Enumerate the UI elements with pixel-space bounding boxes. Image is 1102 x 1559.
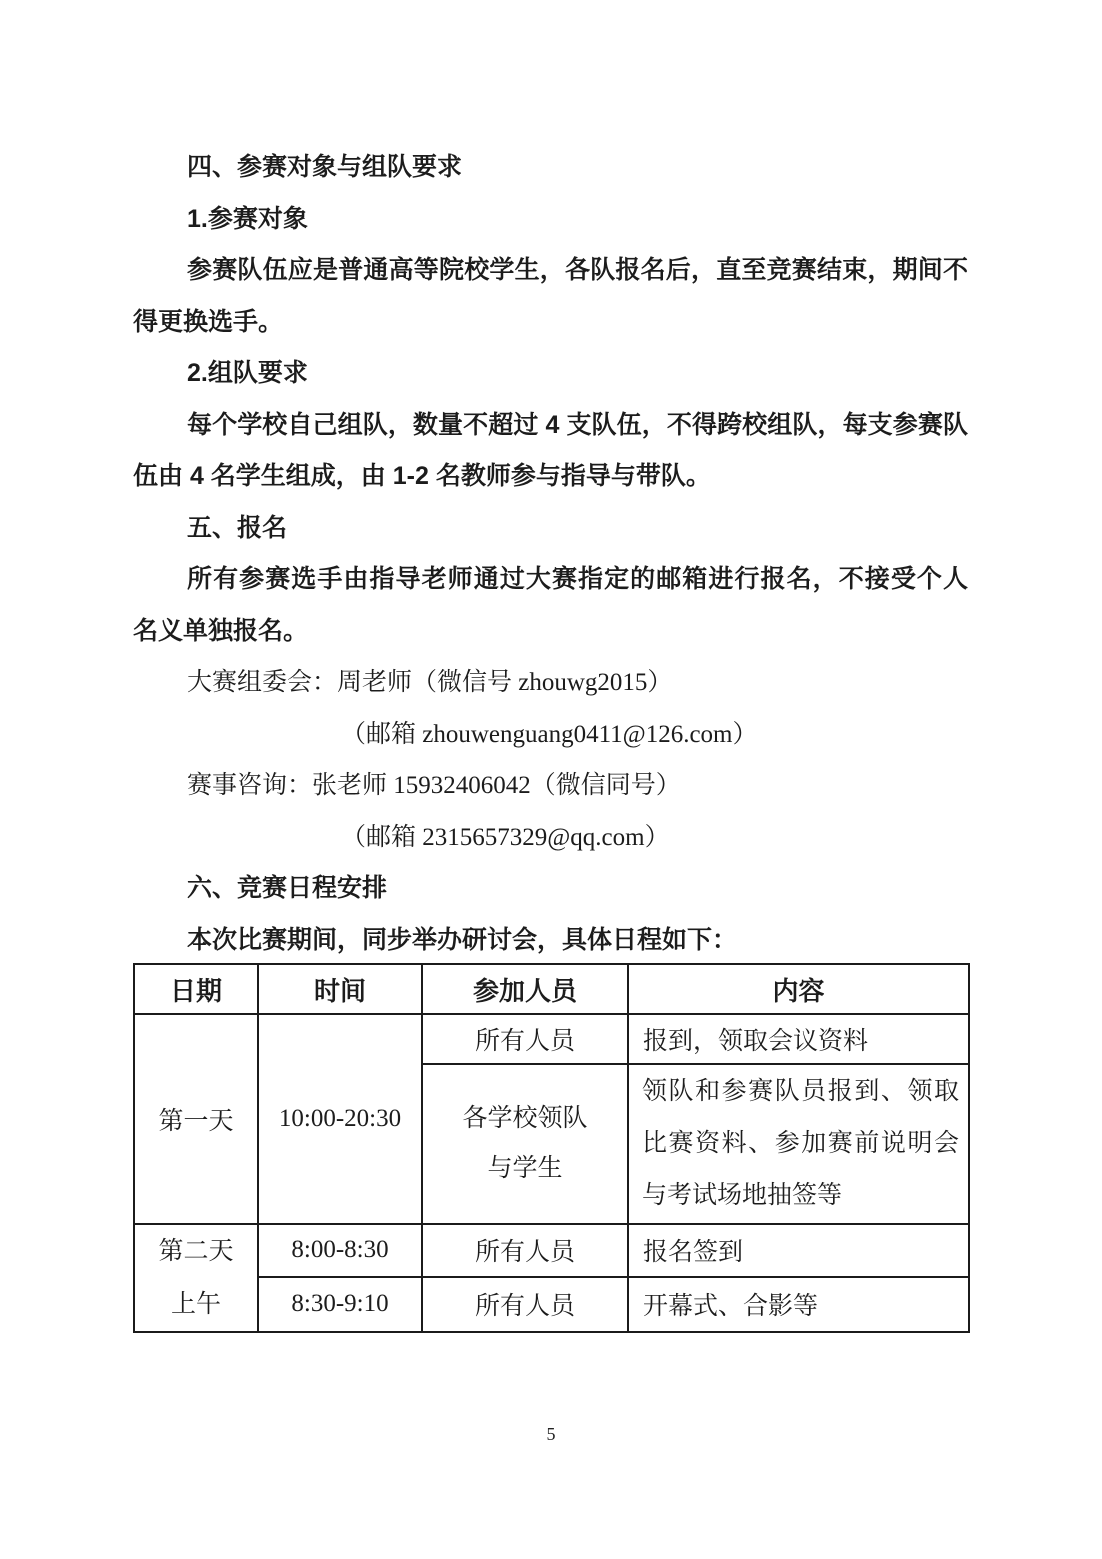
section-heading-4: 四、参赛对象与组队要求 — [187, 153, 463, 181]
cell-day1-time: 10:00-20:30 — [258, 1014, 422, 1224]
contact-committee-line: 大赛组委会：周老师（微信号 zhouwg2015） — [187, 669, 673, 696]
participants-line-2: 与学生 — [487, 1155, 563, 1182]
table-header-row — [134, 964, 969, 1014]
cell-day2-row1-participants: 所有人员 — [422, 1224, 628, 1277]
paragraph-line: 所有参赛选手由指导老师通过大赛指定的邮箱进行报名，不接受个人 — [187, 565, 968, 593]
contact-committee-email: （邮箱 zhouwenguang0411@126.com） — [341, 720, 758, 748]
paragraph-line: 得更换选手。 — [133, 307, 284, 336]
paragraph-line: 每个学校自己组队，数量不超过 4 支队伍，不得跨校组队，每支参赛队 — [187, 410, 968, 439]
cell-day1: 第一天 — [134, 1014, 258, 1224]
cell-day1-row1-content: 报到，领取会议资料 — [628, 1014, 969, 1064]
table-row-day1-1 — [134, 1014, 969, 1064]
cell-day2-row1-content: 报名签到 — [628, 1224, 969, 1277]
schedule-intro-line: 本次比赛期间，同步举办研讨会，具体日程如下： — [187, 925, 738, 954]
cell-day2-row2-content: 开幕式、合影等 — [628, 1277, 969, 1332]
schedule-table — [133, 963, 970, 1333]
paragraph-line: 名义单独报名。 — [133, 616, 309, 645]
contact-consult-line: 赛事咨询：张老师 15932406042（微信同号） — [187, 772, 681, 799]
table-header-participants: 参加人员 — [422, 964, 628, 1014]
participants-line-1: 各学校领队 — [462, 1105, 588, 1132]
subheading-2-team-requirements: 2.组队要求 — [187, 359, 308, 387]
paragraph-line: 参赛队伍应是普通高等院校学生，各队报名后，直至竞赛结束，期间不 — [187, 256, 968, 284]
section-heading-6: 六、竞赛日程安排 — [187, 874, 388, 902]
cell-day2 — [134, 1224, 258, 1332]
cell-day1-row1-participants: 所有人员 — [422, 1014, 628, 1064]
table-row-day2-2 — [134, 1277, 969, 1332]
table-row-day2-1 — [134, 1224, 969, 1277]
day2-line-2: 上午 — [170, 1291, 221, 1318]
table-header-date: 日期 — [134, 964, 258, 1014]
page-number: 5 — [546, 1424, 556, 1444]
document-body — [133, 142, 968, 966]
cell-day2-row2-participants: 所有人员 — [422, 1277, 628, 1332]
cell-day2-row2-time: 8:30-9:10 — [258, 1277, 422, 1332]
cell-day1-row2-content: 领队和参赛队员报到、领取比赛资料、参加赛前说明会与考试场地抽签等 — [628, 1064, 969, 1224]
day2-line-1: 第二天 — [158, 1238, 234, 1265]
paragraph-line: 伍由 4 名学生组成，由 1-2 名教师参与指导与带队。 — [133, 462, 711, 490]
table-header-content: 内容 — [628, 964, 969, 1014]
table-header-time: 时间 — [258, 964, 422, 1014]
section-heading-5: 五、报名 — [187, 513, 288, 542]
contact-consult-email: （邮箱 2315657329@qq.com） — [341, 823, 670, 851]
cell-day2-row1-time: 8:00-8:30 — [258, 1224, 422, 1277]
cell-day1-row2-participants — [422, 1064, 628, 1224]
subheading-1-participants: 1.参赛对象 — [187, 204, 308, 233]
